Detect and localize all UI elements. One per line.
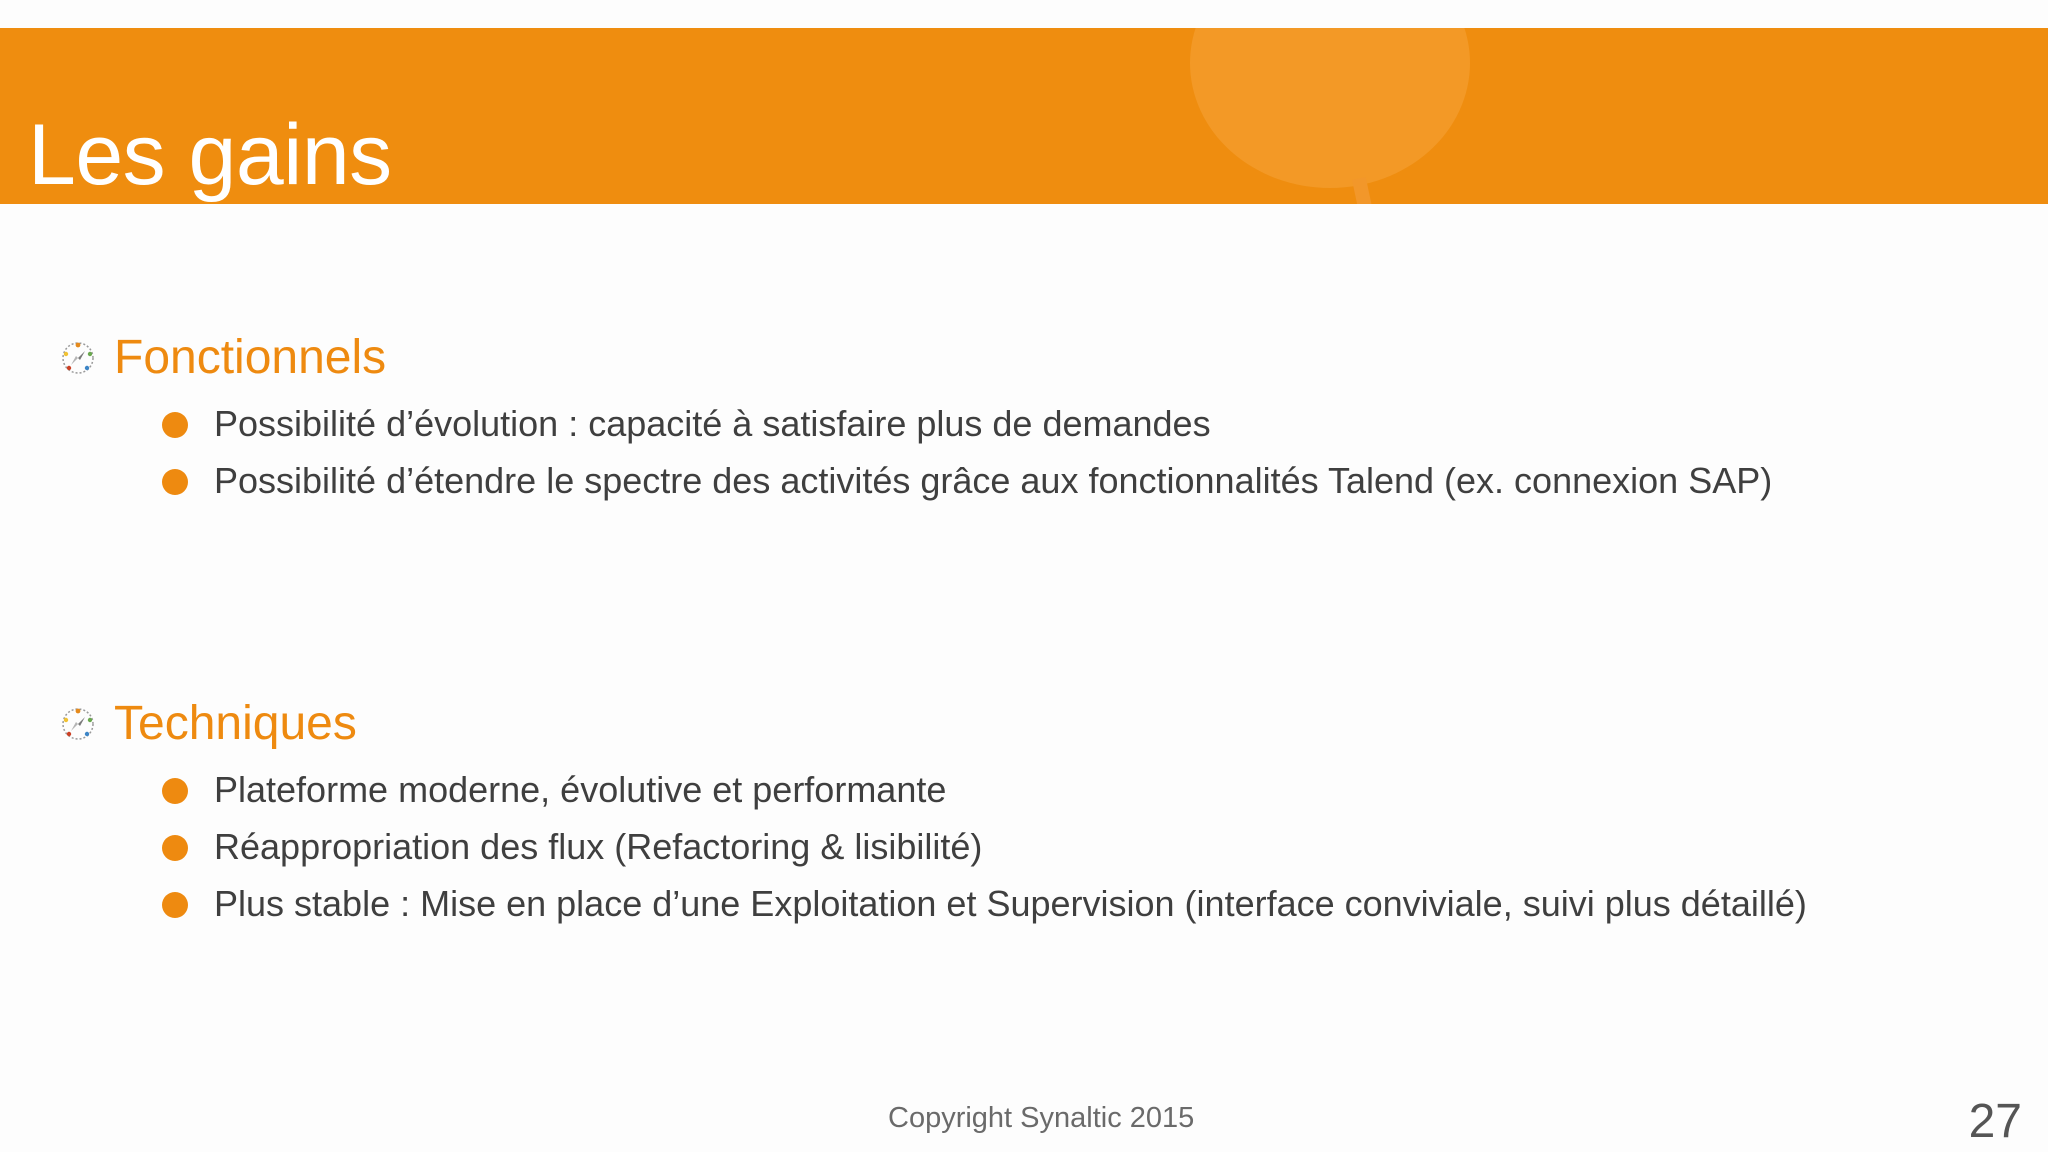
slide-title: Les gains	[28, 107, 392, 203]
section-heading-label: Techniques	[114, 697, 357, 750]
title-banner	[0, 28, 2048, 204]
list-item	[60, 826, 1934, 868]
bullet-list	[60, 403, 1934, 502]
section-fonctionnels	[60, 328, 1934, 502]
compass-icon	[60, 340, 96, 376]
list-item	[60, 883, 1934, 925]
circle-bullet-icon	[162, 835, 188, 861]
section-heading	[60, 694, 1934, 754]
circle-bullet-icon	[162, 892, 188, 918]
list-item	[60, 403, 1934, 445]
section-heading	[60, 328, 1934, 388]
circle-bullet-icon	[162, 778, 188, 804]
balloon-decoration	[1190, 28, 1470, 188]
section-techniques	[60, 694, 1934, 925]
bullet-text: Réappropriation des flux (Refactoring & lisibilité)	[214, 826, 983, 867]
circle-bullet-icon	[162, 412, 188, 438]
page-number: 27	[1968, 1095, 2022, 1148]
list-item	[60, 769, 1934, 811]
bullet-text: Possibilité d’étendre le spectre des activités grâce aux fonctionnalités Talend (ex. connexion SAP)	[214, 460, 1773, 501]
list-item	[60, 460, 1934, 502]
bullet-list	[60, 769, 1934, 925]
footer-copyright: Copyright Synaltic 2015	[888, 1102, 1195, 1134]
bullet-text: Plateforme moderne, évolutive et performante	[214, 769, 947, 810]
circle-bullet-icon	[162, 469, 188, 495]
bullet-text: Plus stable : Mise en place d’une Exploitation et Supervision (interface conviviale, suivi plus détaillé)	[214, 883, 1807, 924]
section-heading-label: Fonctionnels	[114, 331, 387, 384]
bullet-text: Possibilité d’évolution : capacité à satisfaire plus de demandes	[214, 403, 1211, 444]
compass-icon	[60, 706, 96, 742]
